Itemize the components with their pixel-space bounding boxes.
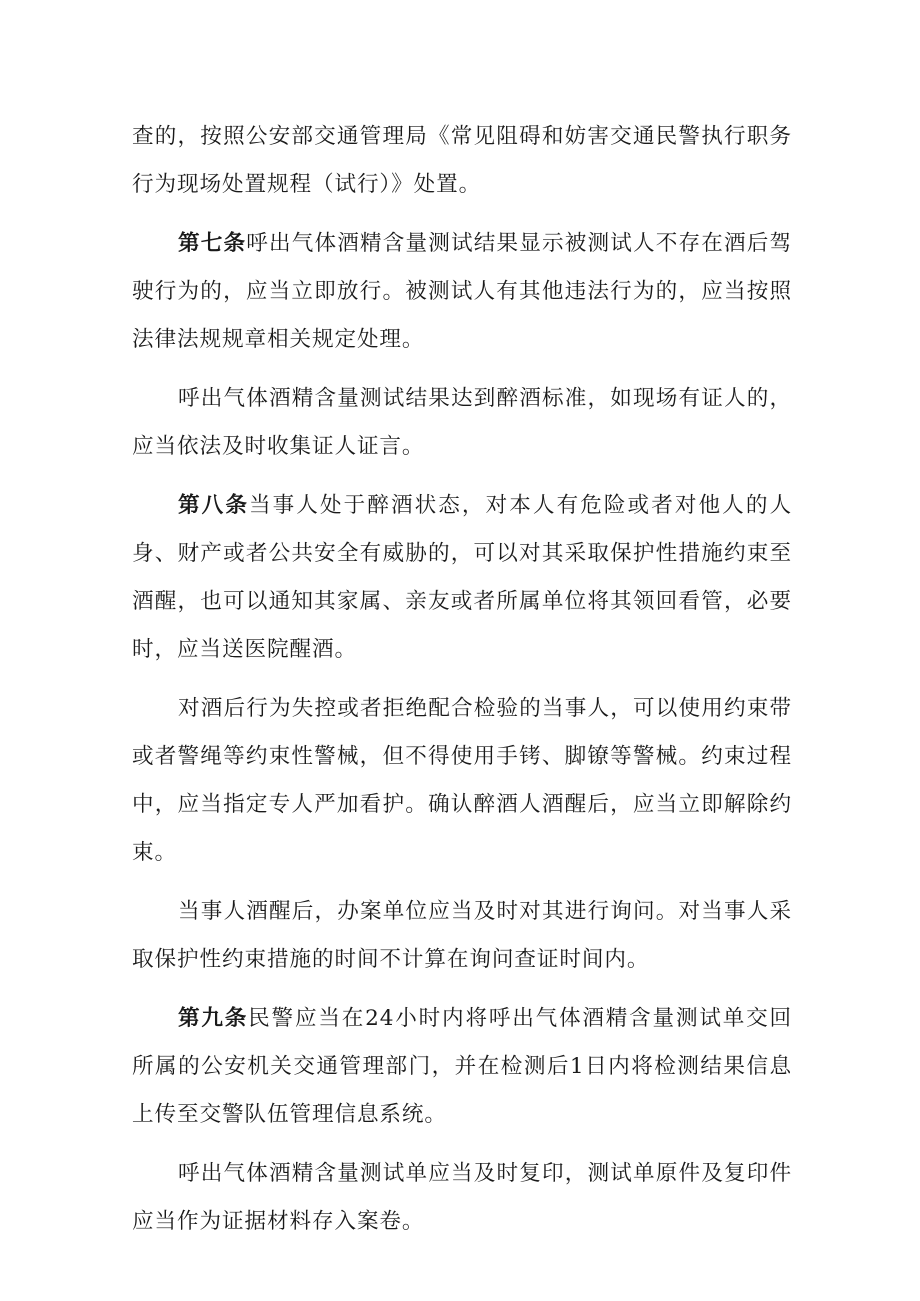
paragraph-text: 民警应当在24小时内将呼出气体酒精含量测试单交回所属的公安机关交通管理部门，并在检测后1日内将检测结果信息上传至交警队伍管理信息系统。 [132, 1006, 792, 1127]
article-8-paragraph [132, 482, 792, 674]
document-body [132, 113, 792, 1257]
paragraph-text: 当事人处于醉酒状态，对本人有危险或者对他人的人身、财产或者公共安全有威胁的，可以对其采取保护性措施约束至酒醒，也可以通知其家属、亲友或者所属单位将其领回看管，必要时，应当送医院醒酒。 [132, 493, 792, 662]
paragraph [132, 685, 792, 877]
article-heading: 第八条 [178, 493, 249, 518]
paragraph-text: 对酒后行为失控或者拒绝配合检验的当事人，可以使用约束带或者警绳等约束性警械，但不得使用手铐、脚镣等警械。约束过程中，应当指定专人严加看护。确认醉酒人酒醒后，应当立即解除约束。 [132, 696, 792, 865]
paragraph-text: 当事人酒醒后，办案单位应当及时对其进行询问。对当事人采取保护性约束措施的时间不计算在询问查证时间内。 [132, 899, 792, 972]
paragraph [132, 375, 792, 471]
paragraph-text: 呼出气体酒精含量测试结果显示被测试人不存在酒后驾驶行为的，应当立即放行。被测试人有其他违法行为的，应当按照法律法规规章相关规定处理。 [132, 231, 792, 352]
paragraph-text: 呼出气体酒精含量测试单应当及时复印，测试单原件及复印件应当作为证据材料存入案卷。 [132, 1161, 792, 1234]
article-9-paragraph [132, 995, 792, 1139]
article-7-paragraph [132, 220, 792, 364]
paragraph-continuation [132, 113, 792, 209]
paragraph [132, 888, 792, 984]
paragraph [132, 1150, 792, 1246]
article-heading: 第九条 [178, 1006, 249, 1031]
paragraph-text: 呼出气体酒精含量测试结果达到醉酒标准，如现场有证人的，应当依法及时收集证人证言。 [132, 386, 792, 459]
paragraph-text: 查的，按照公安部交通管理局《常见阻碍和妨害交通民警执行职务行为现场处置规程（试行）》处置。 [132, 124, 792, 197]
article-heading: 第七条 [178, 231, 247, 256]
